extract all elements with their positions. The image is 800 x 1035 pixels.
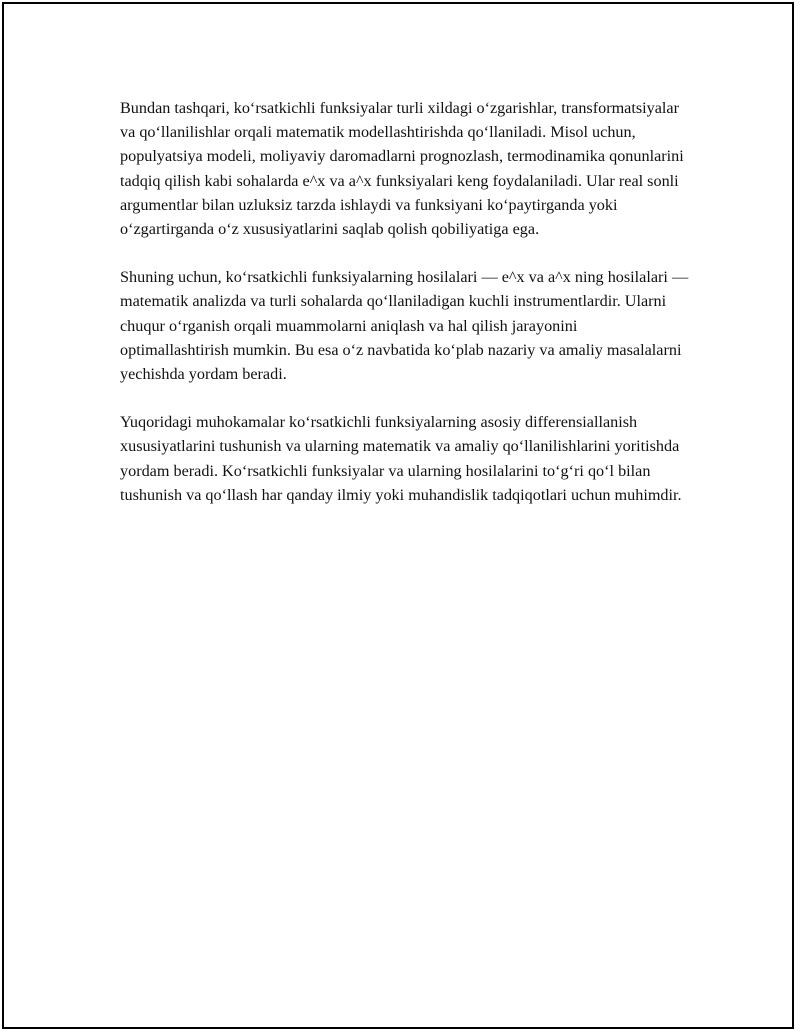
document-page	[2, 2, 794, 1029]
paragraph-3: Yuqoridagi muhokamalar ko‘rsatkichli funksiyalarning asosiy differensiallanish xususiyatlarini tushunish va ularning matematik va amaliy qo‘llanilishlarini yoritishda yordam beradi. Ko‘rsatkichli funksiyalar va ularning hosilalarini to‘g‘ri qo‘l bilan tushunish va qo‘llash har qanday ilmiy yoki muhandislik tadqiqotlari uchun muhimdir.	[120, 413, 682, 504]
paragraph-1: Bundan tashqari, ko‘rsatkichli funksiyalar turli xildagi o‘zgarishlar, transformatsiyalar va qo‘llanilishlar orqali matematik modellashtirishda qo‘llaniladi. Misol uchun, populyatsiya modeli, moliyaviy daromadlarni prognozlash, termodinamika qonunlarini tadqiq qilish kabi sohalarda e^x va a^x funksiyalari keng foydalaniladi. Ular real sonli argumentlar bilan uzluksiz tarzda ishlaydi va funksiyani ko‘paytirganda yoki o‘zgartirganda o‘z xususiyatlarini saqlab qolish qobiliyatiga ega.	[120, 99, 684, 239]
paragraph-2: Shuning uchun, ko‘rsatkichli funksiyalarning hosilalari — e^x va a^x ning hosilalari — matematik analizda va turli sohalarda qo‘llaniladigan kuchli instrumentlardir. Ularni chuqur o‘rganish orqali muammolarni aniqlash va hal qilish jarayonini optimallashtirish mumkin. Bu esa o‘z navbatida ko‘plab nazariy va amaliy masalalarni yechishda yordam beradi.	[120, 268, 689, 384]
document-body	[120, 96, 690, 531]
